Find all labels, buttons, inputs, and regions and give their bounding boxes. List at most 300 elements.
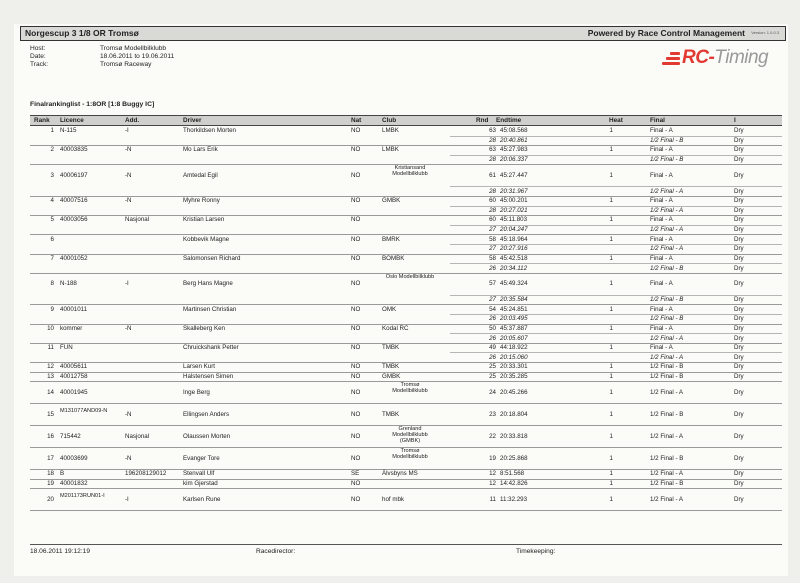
rank-cell: 3 [50,171,54,179]
rounds-cell: 12 [489,480,496,488]
add-cell: Nasjonal [125,432,150,440]
rc-timing-logo-icon [662,52,680,66]
condition-cell: Dry [734,226,744,234]
driver-cell: Skalleberg Ken [183,324,225,332]
club-cell: LMBK [382,127,399,135]
table-row [30,425,782,448]
table-row [30,488,782,511]
rounds-cell: 26 [489,264,496,272]
licence-cell: 40007516 [60,197,88,205]
final-cell: 1/2 Final - A [650,207,684,215]
rounds-cell: 57 [489,280,496,288]
club-cell: GMBK [382,197,401,205]
condition-cell: Dry [734,245,744,253]
final-cell: 1/2 Final - A [650,187,684,195]
club-cell: TMBK [382,410,400,418]
final-cell: 1/2 Final - A [650,245,684,253]
nat-cell: SE [351,470,360,478]
club-cell: Tromsø Modellbilklubb [392,448,428,461]
endtime-cell: 20:33.818 [500,432,528,440]
col-heat: Heat [609,117,623,124]
rank-cell: 20 [47,495,54,503]
table-header [30,115,782,126]
rounds-cell: 27 [489,226,496,234]
rank-cell: 12 [47,363,54,371]
final-cell: 1/2 Final - A [650,432,684,440]
table-row [30,254,782,274]
rounds-cell: 27 [489,245,496,253]
driver-cell: Stenvall Ulf [183,470,215,478]
table-row [30,164,782,197]
final-cell: Final - A [650,324,673,332]
condition-cell: Dry [734,296,744,304]
endtime-cell: 45:11.803 [500,216,528,224]
nat-cell: NO [351,454,361,462]
endtime-cell: 45:08.568 [500,127,528,135]
endtime-cell: 20:05.607 [500,334,528,342]
endtime-cell: 14:42.826 [500,480,528,488]
print-timestamp: 18.06.2011 19:12:19 [30,548,91,555]
final-cell: Final - A [650,344,673,352]
rank-cell: 17 [47,454,54,462]
club-cell: BOMBK [382,254,405,262]
driver-cell: Berg Hans Magne [183,280,233,288]
endtime-cell: 20:18.804 [500,410,528,418]
nat-cell: NO [351,216,361,224]
nat-cell: NO [351,254,361,262]
col-club: Club [382,117,397,124]
footer-divider [30,544,782,545]
heat-cell: 1 [609,363,613,371]
final-cell: 1/2 Final - B [650,264,684,272]
heat-cell: 1 [609,254,613,262]
rounds-cell: 58 [489,254,496,262]
driver-cell: Ellingsen Anders [183,410,230,418]
rank-cell: 5 [50,216,54,224]
table-row [30,273,782,306]
rounds-cell: 61 [489,171,496,179]
col-nat: Nat [351,117,362,124]
heat-cell: 1 [609,216,613,224]
track-value: Tromsø Raceway [100,61,152,68]
table-row [30,196,782,216]
heat-cell: 1 [609,454,613,462]
final-cell: 1/2 Final - B [650,296,684,304]
add-cell: -I [125,127,129,135]
nat-cell: NO [351,495,361,503]
driver-cell: kim Gjerstad [183,480,218,488]
rounds-cell: 19 [489,454,496,462]
rounds-cell: 54 [489,305,496,313]
table-row [30,381,782,404]
driver-cell: Thorkildsen Morten [183,127,236,135]
final-cell: 1/2 Final - A [650,226,684,234]
rank-cell: 2 [50,146,54,154]
col-condition: I [734,117,736,124]
club-cell: Kodal RC [382,324,409,332]
licence-cell: FUN [60,344,73,352]
host-value: Tromsø Modellbilklubb [100,45,167,52]
condition-cell: Dry [734,127,744,135]
col-driver: Driver [183,117,202,124]
club-cell: LMBK [382,146,399,154]
timekeeping-label: Timekeeping: [516,548,556,555]
nat-cell: NO [351,344,361,352]
final-cell: 1/2 Final - B [650,137,684,145]
driver-cell: Salomonsen Richard [183,254,241,262]
rounds-cell: 25 [489,363,496,371]
rounds-cell: 50 [489,324,496,332]
rounds-cell: 28 [489,137,496,145]
rounds-cell: 63 [489,146,496,154]
endtime-cell: 45:27.983 [500,146,528,154]
rc-timing-logo [662,44,772,76]
club-cell: Tromsø Modellbilklubb [392,382,428,395]
final-cell: Final - A [650,127,673,135]
club-cell: OMK [382,305,397,313]
add-cell: Nasjonal [125,216,150,224]
rounds-cell: 28 [489,156,496,164]
rounds-cell: 28 [489,187,496,195]
driver-cell: Olaussen Morten [183,432,231,440]
licence-cell: 40003699 [60,454,88,462]
driver-cell: Larsen Kurt [183,363,215,371]
condition-cell: Dry [734,254,744,262]
sub-row-divider [450,186,782,187]
condition-cell: Dry [734,363,744,371]
add-cell: -N [125,454,132,462]
sub-row-divider [450,225,782,226]
licence-cell: kommer [60,324,83,332]
endtime-cell: 8:51.568 [500,470,525,478]
final-cell: Final - A [650,197,673,205]
nat-cell: NO [351,280,361,288]
final-cell: 1/2 Final - A [650,470,684,478]
licence-cell: 40006197 [60,171,88,179]
endtime-cell: 45:27.447 [500,171,528,179]
condition-cell: Dry [734,334,744,342]
final-cell: Final - A [650,305,673,313]
nat-cell: NO [351,197,361,205]
rounds-cell: 63 [489,127,496,135]
final-cell: Final - A [650,146,673,154]
heat-cell: 1 [609,410,613,418]
endtime-cell: 20:40.861 [500,137,528,145]
final-cell: 1/2 Final - A [650,334,684,342]
heat-cell: 1 [609,372,613,380]
condition-cell: Dry [734,264,744,272]
licence-cell: 40001945 [60,388,88,396]
heat-cell: 1 [609,344,613,352]
club-cell: Kristiansand Modellbilklubb [392,165,428,178]
driver-cell: Kobbevik Magne [183,235,230,243]
rounds-cell: 23 [489,410,496,418]
rounds-cell: 22 [489,432,496,440]
licence-cell: 40003056 [60,216,88,224]
rank-cell: 19 [47,480,54,488]
date-value: 18.06.2011 to 19.06.2011 [100,53,175,60]
final-cell: 1/2 Final - B [650,156,684,164]
licence-cell: 40005611 [60,363,88,371]
licence-cell: B [60,470,65,478]
event-header-bar [20,26,786,41]
condition-cell: Dry [734,372,744,380]
final-cell: Final - A [650,171,673,179]
endtime-cell: 20:06.337 [500,156,528,164]
table-row [30,447,782,470]
licence-cell: 40003835 [60,146,88,154]
endtime-cell: 20:31.967 [500,187,528,195]
nat-cell: NO [351,171,361,179]
nat-cell: NO [351,410,361,418]
club-cell: GMBK [382,372,401,380]
club-cell: Grenland Modellbilklubb (GMBK) [392,426,428,445]
nat-cell: NO [351,432,361,440]
licence-cell: 40001832 [60,480,88,488]
condition-cell: Dry [734,454,744,462]
add-cell: -N [125,146,132,154]
final-ranking-title: Finalrankinglist - 1:8OR [1:8 Buggy IC] [30,101,155,108]
endtime-cell: 45:24.851 [500,305,528,313]
rounds-cell: 60 [489,216,496,224]
nat-cell: NO [351,480,361,488]
sub-row-divider [450,333,782,334]
rank-cell: 8 [50,280,54,288]
sub-row-divider [450,263,782,264]
licence-cell: N-115 [60,127,77,135]
sub-row-divider [450,352,782,353]
condition-cell: Dry [734,388,744,396]
driver-cell: Mo Lars Erik [183,146,218,154]
date-label: Date: [30,53,46,60]
nat-cell: NO [351,235,361,243]
rank-cell: 11 [47,344,54,352]
heat-cell: 1 [609,495,613,503]
heat-cell: 1 [609,280,613,288]
nat-cell: NO [351,127,361,135]
table-row [30,126,782,146]
club-cell: BMRK [382,235,400,243]
final-cell: 1/2 Final - B [650,363,684,371]
rank-cell: 4 [50,197,54,205]
driver-cell: Halstensen Simen [183,372,234,380]
condition-cell: Dry [734,171,744,179]
licence-cell: M131077AND09-N [60,407,108,414]
condition-cell: Dry [734,187,744,195]
final-cell: Final - A [650,280,673,288]
rank-cell: 18 [47,470,54,478]
heat-cell: 1 [609,235,613,243]
final-cell: Final - A [650,216,673,224]
endtime-cell: 45:42.518 [500,254,528,262]
driver-cell: Kristian Larsen [183,216,225,224]
add-cell: 196208129012 [125,470,167,478]
club-cell: TMBK [382,344,400,352]
rc-timing-logo-text: RC-Timing [682,47,769,68]
table-row [30,343,782,363]
driver-cell: Inge Berg [183,388,210,396]
condition-cell: Dry [734,353,744,361]
final-cell: 1/2 Final - B [650,410,684,418]
endtime-cell: 20:25.868 [500,454,528,462]
driver-cell: Chruickshank Petter [183,344,239,352]
table-row [30,324,782,344]
col-rank: Rank [34,117,50,124]
heat-cell: 1 [609,171,613,179]
endtime-cell: 20:35.285 [500,372,528,380]
endtime-cell: 20:34.112 [500,264,528,272]
rounds-cell: 12 [489,470,496,478]
licence-cell: 40001011 [60,305,88,313]
rank-cell: 16 [47,432,54,440]
rounds-cell: 26 [489,334,496,342]
licence-cell: 715442 [60,432,81,440]
club-cell: Älvsbyns MS [382,470,418,478]
table-row [30,304,782,324]
col-licence: Licence [60,117,84,124]
condition-cell: Dry [734,324,744,332]
version-label: Version: 1.0.0.3 [751,30,779,35]
heat-cell: 1 [609,305,613,313]
nat-cell: NO [351,305,361,313]
rank-cell: 1 [50,127,54,135]
condition-cell: Dry [734,305,744,313]
final-cell: 1/2 Final - B [650,454,684,462]
condition-cell: Dry [734,197,744,205]
add-cell: -I [125,495,129,503]
sub-row-divider [450,155,782,156]
endtime-cell: 20:35.584 [500,296,528,304]
rounds-cell: 24 [489,388,496,396]
table-row [30,403,782,426]
heat-cell: 1 [609,197,613,205]
heat-cell: 1 [609,470,613,478]
heat-cell: 1 [609,432,613,440]
rounds-cell: 60 [489,197,496,205]
rounds-cell: 28 [489,207,496,215]
host-label: Host: [30,45,46,52]
rounds-cell: 11 [489,495,496,503]
final-cell: 1/2 Final - B [650,315,684,323]
final-cell: 1/2 Final - A [650,388,684,396]
condition-cell: Dry [734,344,744,352]
rounds-cell: 26 [489,315,496,323]
add-cell: -N [125,324,132,332]
driver-cell: Myhre Ronny [183,197,220,205]
club-cell: Oslo Modellbilklubb [385,273,435,280]
endtime-cell: 11:32.293 [500,495,528,503]
condition-cell: Dry [734,470,744,478]
endtime-cell: 45:49.324 [500,280,528,288]
rounds-cell: 26 [489,353,496,361]
endtime-cell: 20:15.060 [500,353,528,361]
condition-cell: Dry [734,146,744,154]
sub-row-divider [450,314,782,315]
endtime-cell: 20:03.495 [500,315,528,323]
rank-cell: 14 [47,388,54,396]
add-cell: -N [125,197,132,205]
endtime-cell: 20:45.266 [500,388,528,396]
heat-cell: 1 [609,127,613,135]
driver-cell: Evanger Tore [183,454,220,462]
rank-cell: 6 [50,235,54,243]
table-row [30,215,782,235]
club-cell: TMBK [382,363,400,371]
rounds-cell: 49 [489,344,496,352]
club-cell: hof mbk [382,495,405,503]
endtime-cell: 20:27.916 [500,245,528,253]
final-cell: Final - A [650,254,673,262]
track-label: Track: [30,61,49,68]
final-cell: 1/2 Final - B [650,372,684,380]
col-endtime: Endtime [496,117,522,124]
rounds-cell: 58 [489,235,496,243]
final-cell: 1/2 Final - A [650,353,684,361]
condition-cell: Dry [734,432,744,440]
driver-cell: Karlsen Rune [183,495,221,503]
heat-cell: 1 [609,480,613,488]
licence-cell: M201173RUN01-I [60,492,105,499]
driver-cell: Amtedal Egil [183,171,218,179]
heat-cell: 1 [609,324,613,332]
racedirector-label: Racedirector: [256,548,296,555]
nat-cell: NO [351,324,361,332]
licence-cell: N-188 [60,280,77,288]
sub-row-divider [450,136,782,137]
condition-cell: Dry [734,156,744,164]
condition-cell: Dry [734,207,744,215]
licence-cell: 40012758 [60,372,88,380]
rounds-cell: 25 [489,372,496,380]
condition-cell: Dry [734,315,744,323]
condition-cell: Dry [734,280,744,288]
sub-row-divider [450,244,782,245]
endtime-cell: 45:18.964 [500,235,528,243]
condition-cell: Dry [734,216,744,224]
col-rnd: Rnd [476,117,489,124]
nat-cell: NO [351,388,361,396]
col-add: Add. [125,117,140,124]
rank-cell: 9 [50,305,54,313]
endtime-cell: 20:33.301 [500,363,528,371]
nat-cell: NO [351,372,361,380]
licence-cell: 40001052 [60,254,88,262]
heat-cell: 1 [609,146,613,154]
driver-cell: Martinsen Christian [183,305,237,313]
condition-cell: Dry [734,235,744,243]
endtime-cell: 45:37.887 [500,324,528,332]
add-cell: -I [125,280,129,288]
sub-row-divider [450,206,782,207]
endtime-cell: 20:27.021 [500,207,528,215]
rank-cell: 15 [47,410,54,418]
endtime-cell: 45:00.201 [500,197,528,205]
powered-by: Powered by Race Control Management [587,28,745,38]
event-title: Norgescup 3 1/8 OR Tromsø [25,28,139,38]
rounds-cell: 27 [489,296,496,304]
table-row [30,145,782,165]
rank-cell: 10 [47,324,54,332]
condition-cell: Dry [734,137,744,145]
final-cell: 1/2 Final - B [650,480,684,488]
add-cell: -N [125,171,132,179]
endtime-cell: 20:04.247 [500,226,528,234]
col-final: Final [650,117,665,124]
sub-row-divider [450,295,782,296]
condition-cell: Dry [734,410,744,418]
final-cell: Final - A [650,235,673,243]
rank-cell: 7 [50,254,54,262]
